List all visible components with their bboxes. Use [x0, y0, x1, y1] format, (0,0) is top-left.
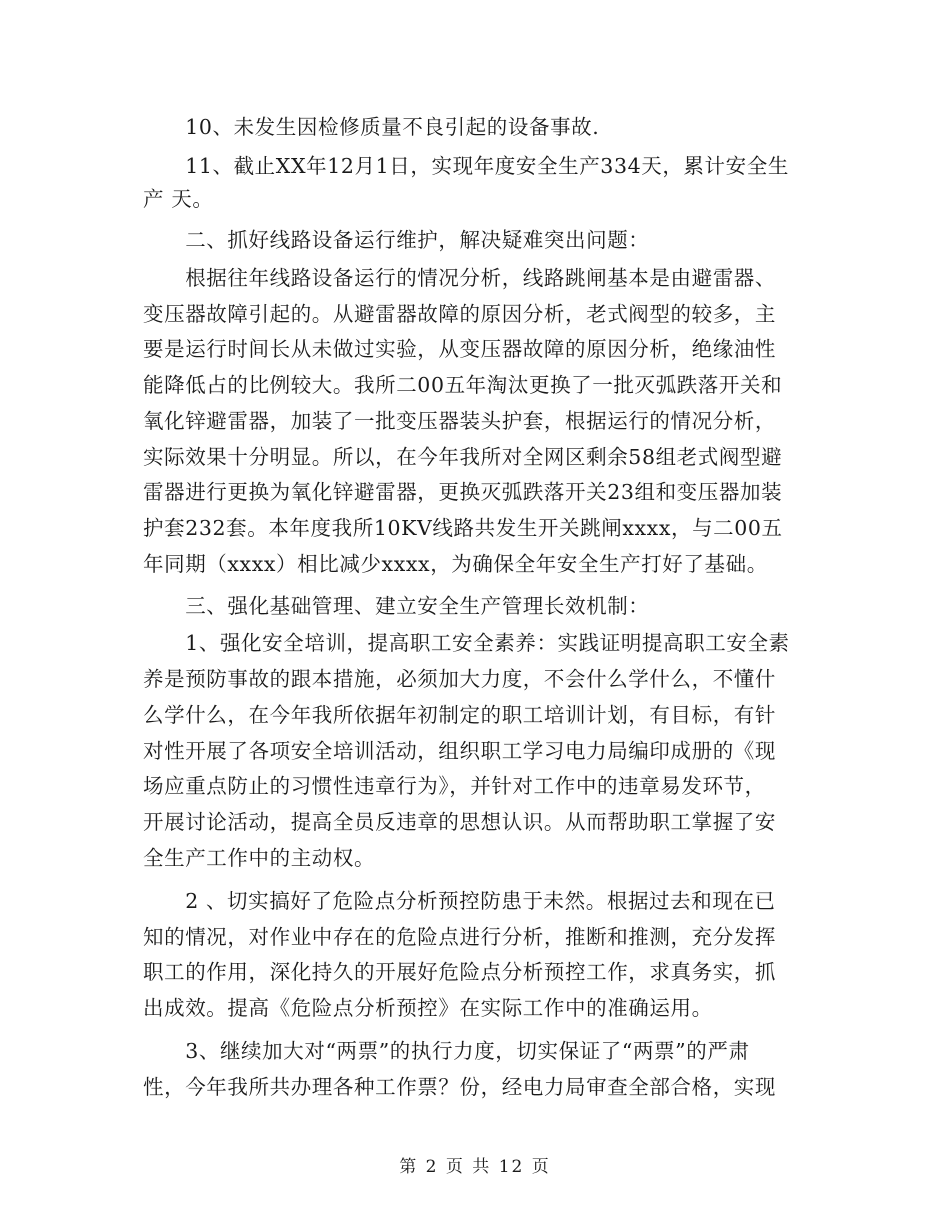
text-line: 知的情况，对作业中存在的危险点进行分析，推断和推测，充分发挥: [143, 925, 776, 949]
page-number-footer: 第 2 页 共 12 页: [399, 1157, 551, 1177]
text-line: 开展讨论活动，提高全员反违章的思想认识。从而帮助职工掌握了安: [143, 810, 776, 834]
text-line: 要是运行时间长从未做过实验，从变压器故障的原因分析，绝缘油性: [143, 337, 776, 361]
text-line: 能降低占的比例较大。我所二00五年淘汰更换了一批灭弧跌落开关和: [143, 373, 783, 397]
text-line: 么学什么，在今年我所依据年初制定的职工培训计划，有目标，有针: [143, 703, 776, 727]
text-line: 场应重点防止的习惯性违章行为》，并针对工作中的违章易发环节，: [143, 774, 766, 798]
text-line: 变压器故障引起的。从避雷器故障的原因分析，老式阀型的较多，主: [143, 302, 776, 326]
text-line: 全生产工作中的主动权。: [143, 846, 376, 870]
text-line: 11、截止XX年12月1日，实现年度安全生产334天，累计安全生: [143, 154, 789, 178]
text-line: 10、未发生因检修质量不良引起的设备事故.: [143, 115, 600, 139]
text-line: 根据往年线路设备运行的情况分析，线路跳闸基本是由避雷器、: [143, 266, 776, 290]
text-line: 3、继续加大对“两票”的执行力度，切实保证了“两票”的严肃: [143, 1039, 750, 1063]
text-line: 对性开展了各项安全培训活动，组织职工学习电力局编印成册的《现: [143, 739, 776, 763]
text-line: 出成效。提高《危险点分析预控》在实际工作中的准确运用。: [143, 996, 713, 1020]
text-line: 雷器进行更换为氧化锌避雷器，更换灭弧跌落开关23组和变压器加装: [143, 480, 783, 504]
text-line: 2 、切实搞好了危险点分析预控防患于未然。根据过去和现在已: [143, 889, 776, 913]
section-heading: 三、强化基础管理、建立安全生产管理长效机制：: [143, 594, 650, 618]
section-heading: 二、抓好线路设备运行维护，解决疑难突出问题：: [143, 228, 650, 252]
text-line: 1、强化安全培训，提高职工安全素养：实践证明提高职工安全素: [143, 631, 790, 655]
text-line: 实际效果十分明显。所以，在今年我所对全网区剩余58组老式阀型避: [143, 445, 783, 469]
text-line: 养是预防事故的跟本措施，必须加大力度，不会什么学什么，不懂什: [143, 667, 776, 691]
text-line: 产 天。: [143, 187, 214, 211]
text-line: 职工的作用，深化持久的开展好危险点分析预控工作，求真务实，抓: [143, 960, 776, 984]
text-line: 年同期（xxxx）相比减少xxxx，为确保全年安全生产打好了基础。: [143, 552, 768, 576]
text-line: 氧化锌避雷器，加装了一批变压器装头护套，根据运行的情况分析，: [143, 409, 776, 433]
text-line: 性，今年我所共办理各种工作票？份，经电力局审查全部合格，实现: [143, 1075, 776, 1099]
text-line: 护套232套。本年度我所10KV线路共发生开关跳闸xxxx，与二00五: [143, 516, 783, 540]
